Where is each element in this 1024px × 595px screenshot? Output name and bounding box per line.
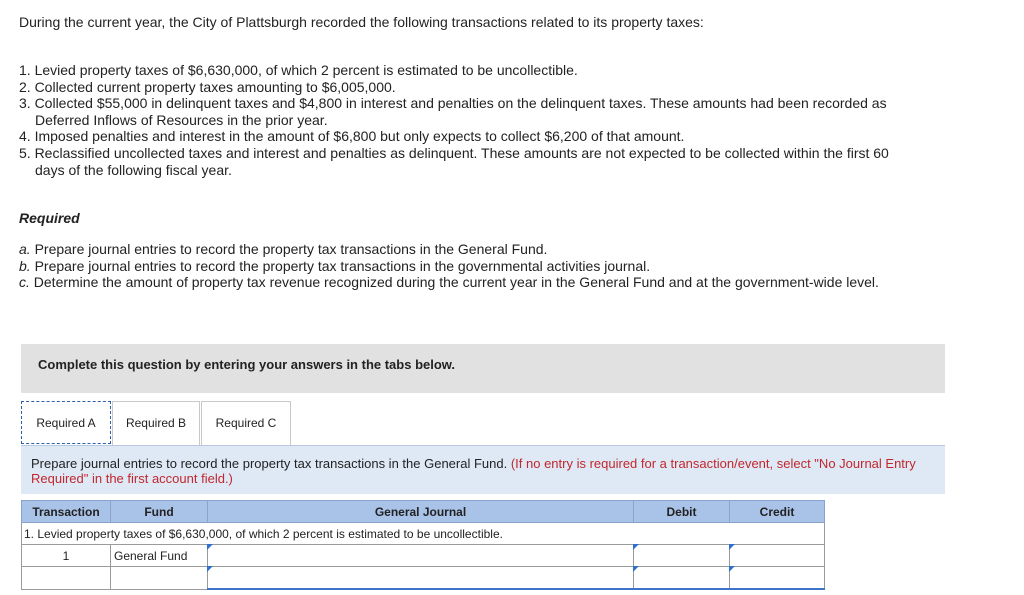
list-item [19,274,919,291]
instructions-banner [21,344,945,393]
account-select-input[interactable] [208,545,637,566]
credit-input[interactable] [730,567,828,588]
part-letter: c. [19,274,30,291]
header-debit: Debit [634,501,730,523]
debit-input[interactable] [634,545,733,566]
header-fund: Fund [111,501,208,523]
instruction-note: (If no entry is required for a transaction/event, select "No Journal Entry Required" in the first account field.) [31,456,916,486]
credit-cell [730,545,825,567]
required-heading: Required [19,210,80,226]
list-item: 3. Collected $55,000 in delinquent taxes and $4,800 in interest and penalties on the delinquent taxes. These amounts had been recorded as Deferred Inflows of Resources in the prior year. [19,95,887,128]
tab-required-b[interactable]: Required B [112,401,200,445]
account-select-input[interactable] [208,567,637,588]
banner-text: Complete this question by entering your answers in the tabs below. [38,357,456,372]
row-transaction-number: 1 [22,545,111,567]
part-text: Prepare journal entries to record the property tax transactions in the General Fund. [34,241,548,257]
input-marker-icon [633,566,639,572]
part-letter: a. [19,241,31,257]
transaction-description-row [22,523,825,545]
required-parts-list [19,241,919,291]
part-text: Prepare journal entries to record the property tax transactions in the governmental activities journal. [34,257,651,274]
list-item [19,258,919,275]
row-fund [111,567,208,590]
account-cell [208,545,634,567]
input-marker-icon [207,566,213,572]
tab-required-c[interactable]: Required C [201,401,291,445]
header-transaction: Transaction [22,501,111,523]
credit-input[interactable] [730,545,828,566]
list-item [19,241,919,258]
row-transaction-number [22,567,111,590]
tab-panel-header [21,445,945,494]
panel-instruction [31,456,931,486]
credit-cell [730,567,825,590]
journal-table [21,500,825,590]
list-item: 5. Reclassified uncollected taxes and interest and penalties as delinquent. These amounts are not expected to be collected within the first 60 days of the following fiscal year. [19,144,889,178]
input-marker-icon [633,544,639,550]
row-fund: General Fund [111,545,208,567]
debit-cell [634,567,730,590]
input-marker-icon [729,544,735,550]
list-item: 2. Collected current property taxes amounting to $6,005,000. [19,78,396,95]
problem-intro: During the current year, the City of Plattsburgh recorded the following transactions related to its property taxes: [19,14,704,30]
header-credit: Credit [730,501,825,523]
table-row [22,545,825,567]
transaction-description: 1. Levied property taxes of $6,630,000, of which 2 percent is estimated to be uncollectible. [22,523,825,545]
instruction-text: Prepare journal entries to record the property tax transactions in the General Fund. [31,456,508,471]
list-item: 1. Levied property taxes of $6,630,000, of which 2 percent is estimated to be uncollectible. [19,62,578,78]
tab-required-a[interactable]: Required A [21,401,111,444]
table-header-row [22,501,825,523]
list-item: 4. Imposed penalties and interest in the amount of $6,800 but only expects to collect $6,200 of that amount. [19,128,685,145]
table-row [22,567,825,590]
account-cell [208,567,634,590]
header-general-journal: General Journal [208,501,634,523]
part-letter: b. [19,257,31,274]
debit-cell [634,545,730,567]
input-marker-icon [207,544,213,550]
transaction-list [19,62,919,178]
input-marker-icon [729,566,735,572]
debit-input[interactable] [634,567,733,588]
part-text: Determine the amount of property tax revenue recognized during the current year in the General Fund and at the government-wide level. [33,274,879,291]
